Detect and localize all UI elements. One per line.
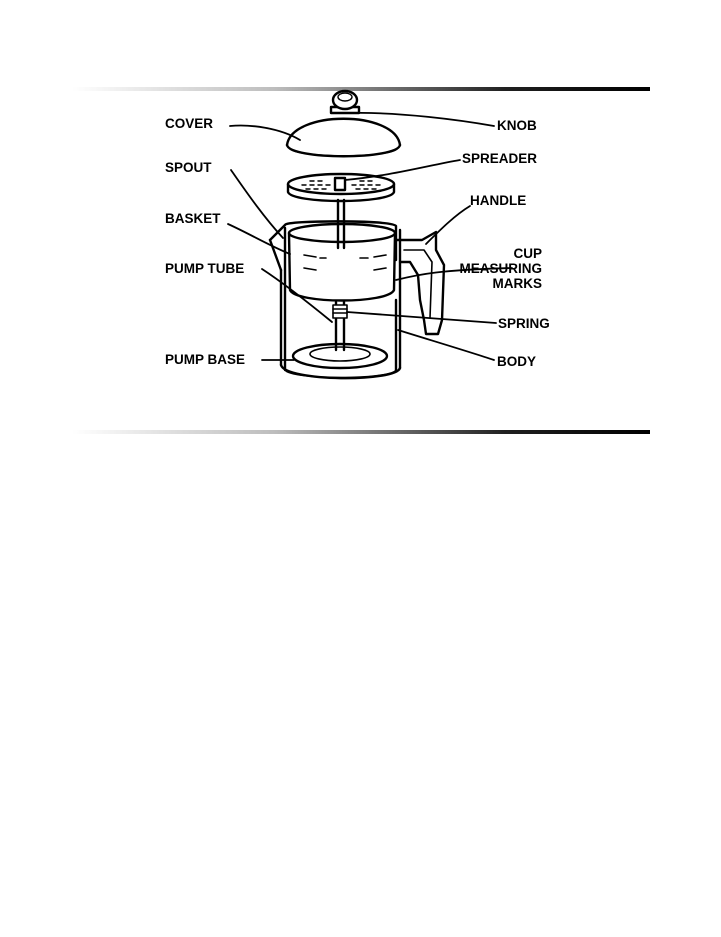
label-pump-tube: PUMP TUBE	[165, 261, 245, 276]
label-marks: MARKS	[492, 276, 542, 291]
leader-body	[398, 330, 494, 360]
label-cup: CUP	[513, 246, 542, 261]
spring	[333, 305, 347, 318]
label-body: BODY	[497, 354, 537, 369]
spreader	[288, 174, 394, 201]
label-pump-base: PUMP BASE	[165, 352, 246, 367]
leader-spout	[231, 170, 283, 238]
leader-lines	[228, 113, 512, 360]
label-spout: SPOUT	[165, 160, 212, 175]
cover	[287, 119, 400, 157]
label-spring: SPRING	[498, 316, 550, 331]
label-spreader: SPREADER	[462, 151, 538, 166]
leader-handle	[426, 206, 470, 244]
label-measuring: MEASURING	[459, 261, 542, 276]
pump-base	[293, 344, 387, 368]
basket	[289, 224, 395, 301]
leader-spring	[347, 312, 496, 323]
label-knob: KNOB	[497, 118, 537, 133]
leader-knob	[352, 113, 494, 126]
label-cover: COVER	[165, 116, 214, 131]
label-basket: BASKET	[165, 211, 221, 226]
knob	[331, 91, 359, 113]
label-handle: HANDLE	[470, 193, 527, 208]
leader-spreader	[345, 160, 460, 180]
